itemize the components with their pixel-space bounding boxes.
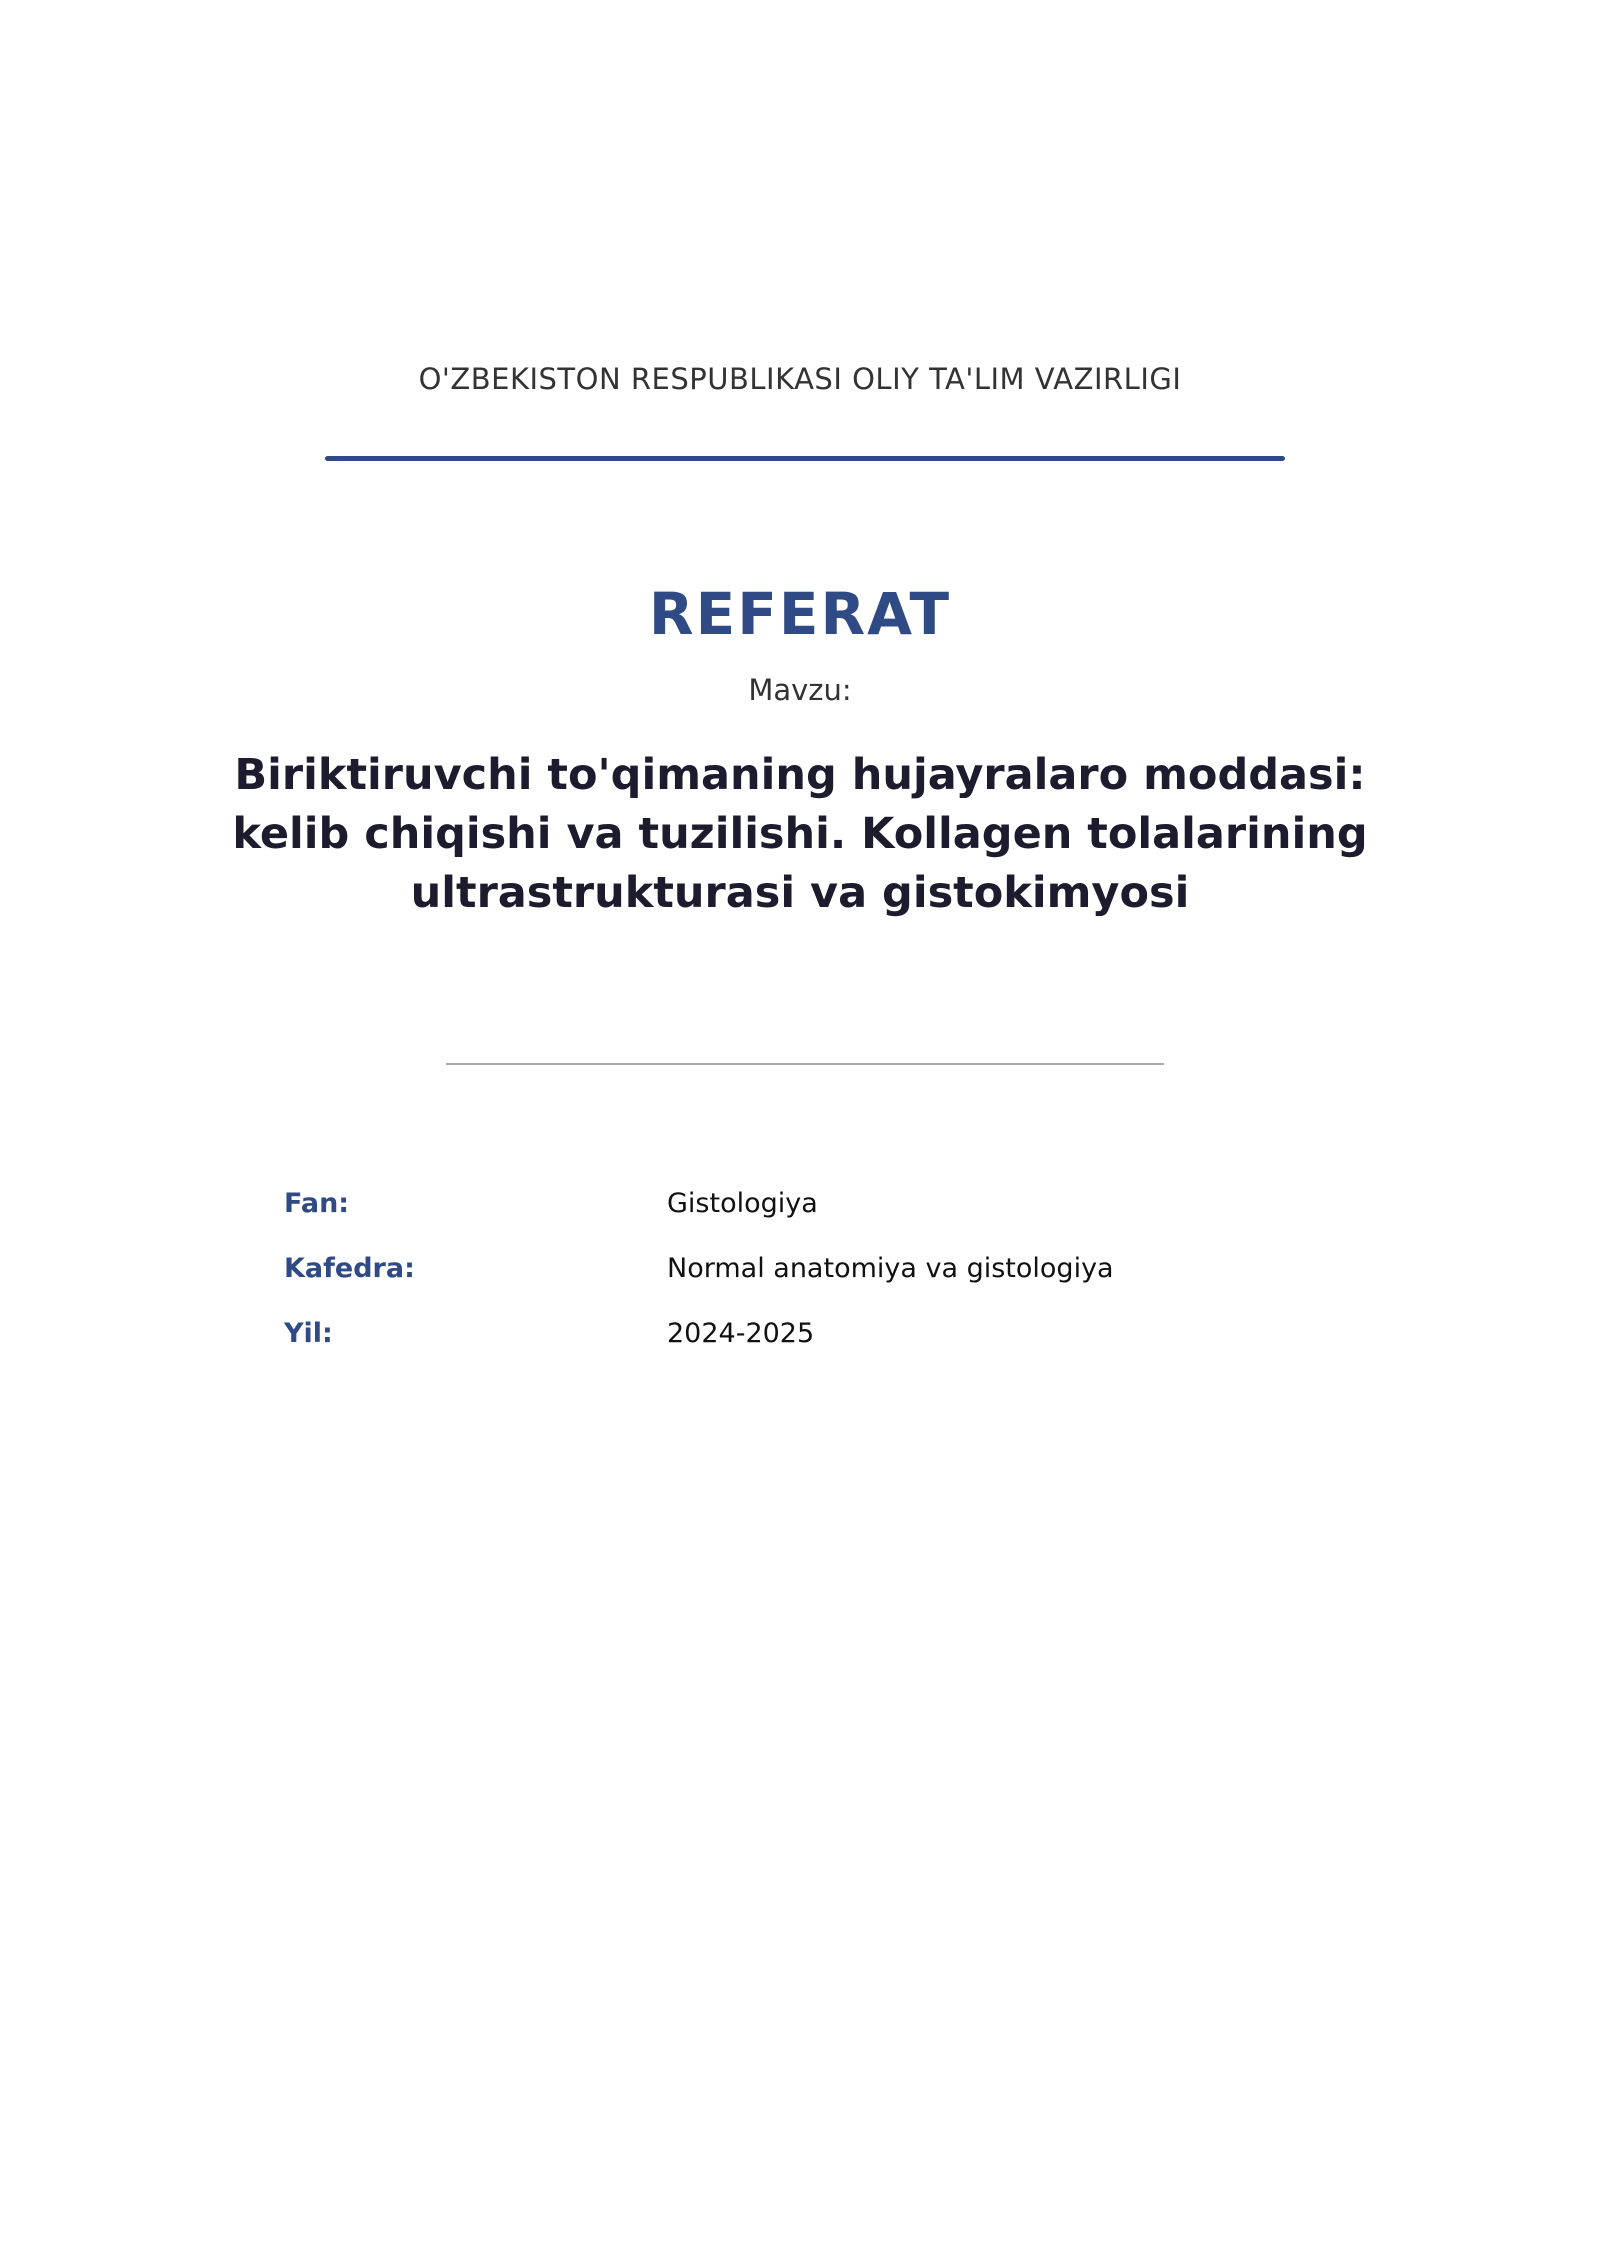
document-type-title: REFERAT: [648, 580, 952, 648]
topic-label: Mavzu:: [748, 673, 852, 707]
info-row-subject: [284, 1188, 1314, 1253]
info-table: [284, 1188, 1314, 1383]
topic-title: Biriktiruvchi to'qimaning hujayralaro moddasi: kelib chiqishi va tuzilishi. Kollagen tolalarining ultrastrukturasi va gistokimyosi: [232, 750, 1368, 918]
department-value: Normal anatomiya va gistologiya: [667, 1253, 1114, 1284]
year-value: 2024-2025: [667, 1318, 815, 1349]
subject-label: Fan:: [284, 1188, 350, 1219]
ministry-heading: O'ZBEKISTON RESPUBLIKASI OLIY TA'LIM VAZIRLIGI: [418, 362, 1182, 396]
info-row-department: [284, 1253, 1314, 1318]
year-label: Yil:: [284, 1318, 333, 1349]
middle-divider: [446, 1063, 1164, 1065]
subject-value: Gistologiya: [667, 1188, 818, 1219]
top-divider: [325, 456, 1285, 461]
info-row-year: [284, 1318, 1314, 1383]
department-label: Kafedra:: [284, 1253, 415, 1284]
